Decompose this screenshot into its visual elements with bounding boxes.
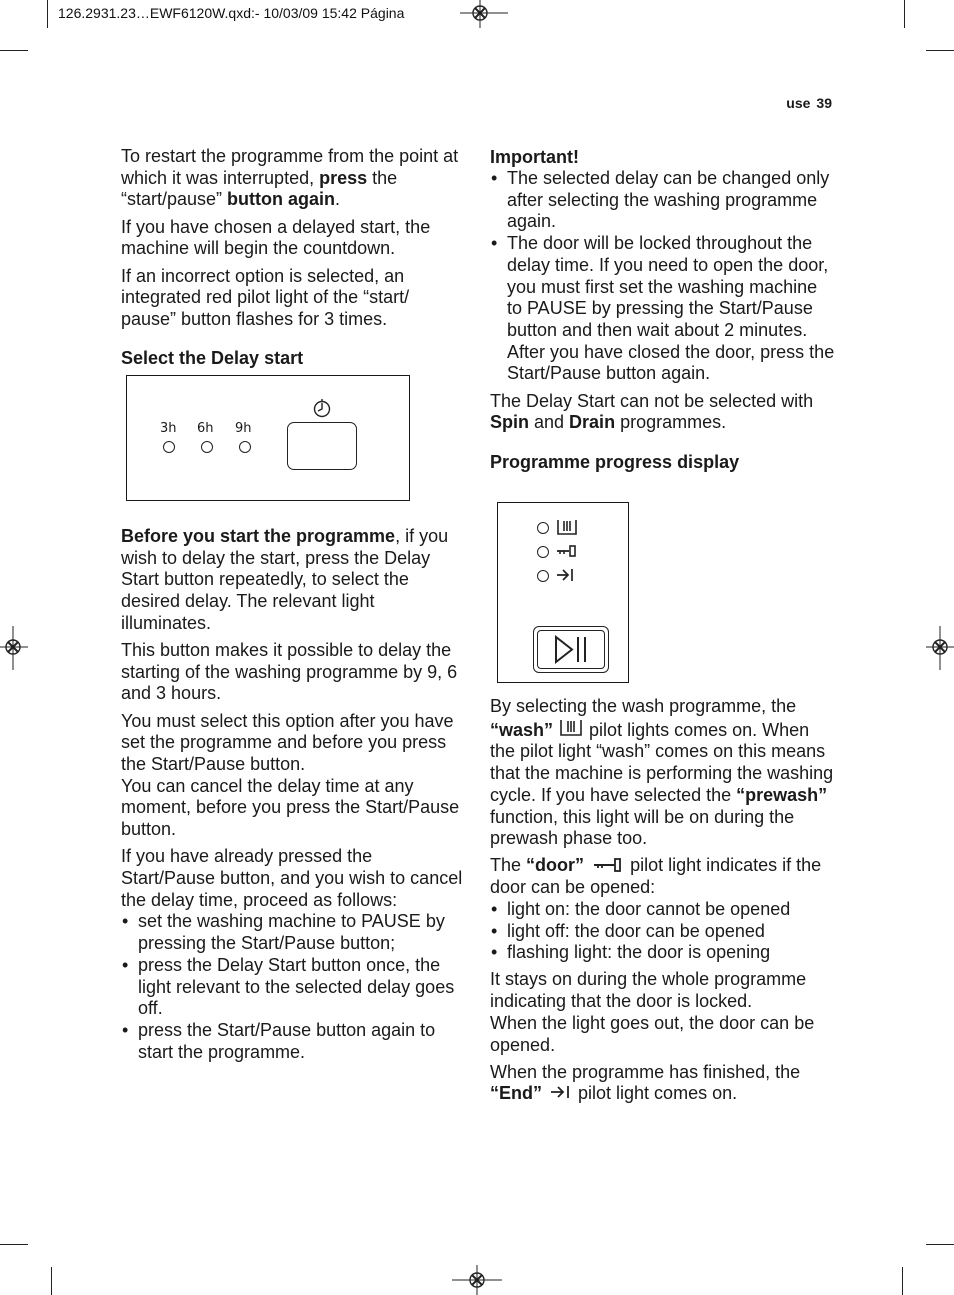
slug-date: 10/03/09 [263,5,318,21]
delay-6h-light [201,441,213,453]
delay-9h-light [239,441,251,453]
before-start-paragraph: Before you start the programme, if you wish to delay the start, press the Delay Start button repeatedly, to select the desired delay. The relevant light illuminates. [121,526,449,633]
wash-light [537,522,549,534]
wash-paragraph: By selecting the wash programme, the “wash” pilot lights comes on. When the pilot light “wash” comes on this means that the machine is performing the washing cycle. If you have selected the “prewash” function, this light will be on during the prewash phase too. [490,696,834,849]
cancel-steps-list [121,911,466,1063]
list-item: • The door will be locked throughout the delay time. If you need to open the door, you must first set the washing machine to PAUSE by pressing the Start/Pause button and then wait about 2 minutes. After you have closed the door, press the Start/Pause button again. [490,233,835,385]
delay-start-panel [126,375,410,501]
delayed-start-paragraph: If you have chosen a delayed start, the machine will begin the countdown. [121,216,431,259]
end-arrow-icon [547,1083,573,1101]
list-item: • press the Delay Start button once, the light relevant to the selected delay goes off. [121,955,466,1020]
start-pause-icon [553,634,591,665]
slug-file: 126.2931.23…EWF6120W.qxd:- [58,5,260,21]
crop-mark [904,0,905,28]
list-item: • The selected delay can be changed only after selecting the washing programme again. [490,168,835,233]
list-item: • flashing light: the door is opening [490,942,835,964]
crop-mark [902,1267,903,1295]
delay-9h-label: 9h [235,421,252,436]
wash-icon [556,518,578,536]
page-number: 39 [816,95,832,111]
crop-mark [926,50,954,51]
list-item: • light off: the door can be opened [490,921,835,943]
crop-mark [0,50,28,51]
important-list [490,168,835,385]
registration-mark [0,626,28,670]
right-column [490,146,835,473]
crop-mark [926,1244,954,1245]
list-item: • press the Start/Pause button again to start the programme. [121,1020,466,1063]
slug-page-word: Página [360,5,405,21]
delay-6h-label: 6h [197,421,214,436]
crop-mark [0,1244,28,1245]
wash-icon [558,718,584,738]
page-header [780,95,832,111]
left-column [121,146,466,369]
section-name: use [786,95,811,111]
list-item: • set the washing machine to PAUSE by pressing the Start/Pause button; [121,911,466,954]
cancel-delay-paragraph: You can cancel the delay time at any moment, before you press the Start/Pause button. [121,775,460,840]
door-key-icon [556,544,578,558]
already-pressed-paragraph: If you have already pressed the Start/Pause button, and you wish to cancel the delay time, proceed as follows: [121,846,463,910]
registration-mark [926,626,954,670]
right-column-lower [490,696,835,1111]
progress-display-heading: Programme progress display [490,451,740,472]
list-item: • light on: the door cannot be opened [490,899,835,921]
door-states-list [490,899,835,964]
spin-drain-paragraph: The Delay Start can not be selected with Spin and Drain programmes. [490,390,814,433]
registration-mark [452,1265,502,1295]
door-key-icon [589,857,625,873]
registration-mark [460,0,508,28]
incorrect-option-paragraph: If an incorrect option is selected, an integrated red pilot light of the “start/ pause” button flashes for 3 times. [121,265,410,329]
restart-paragraph: To restart the programme from the point at which it was interrupted, press the “start/pause” button again. [121,146,459,210]
door-paragraph: The “door” pilot light indicates if the door can be opened: [490,855,822,898]
end-paragraph: When the programme has finished, the “End” pilot light comes on. [490,1061,801,1104]
delay-start-button[interactable] [287,422,357,470]
crop-mark [47,0,48,28]
delay-hours-paragraph: This button makes it possible to delay the starting of the washing programme by 9, 6 and 3 hours. [121,640,458,704]
delay-3h-label: 3h [160,421,177,436]
delay-start-heading: Select the Delay start [121,347,304,368]
door-light [537,546,549,558]
end-arrow-icon [556,567,576,583]
delay-3h-light [163,441,175,453]
light-goes-out-paragraph: When the light goes out, the door can be opened. [490,1012,815,1055]
start-pause-button[interactable] [533,626,609,673]
door-locked-paragraph: It stays on during the whole programme indicating that the door is locked. [490,969,807,1012]
select-option-paragraph: You must select this option after you have set the programme and before you press the Start/Pause button. [121,710,454,775]
crop-mark [51,1267,52,1295]
slug-time: 15:42 [321,5,357,21]
left-column-lower [121,526,466,1069]
end-light [537,570,549,582]
clock-icon [312,398,332,418]
important-heading: Important! [490,147,579,167]
file-slug [58,5,404,21]
progress-display-panel [497,502,629,683]
